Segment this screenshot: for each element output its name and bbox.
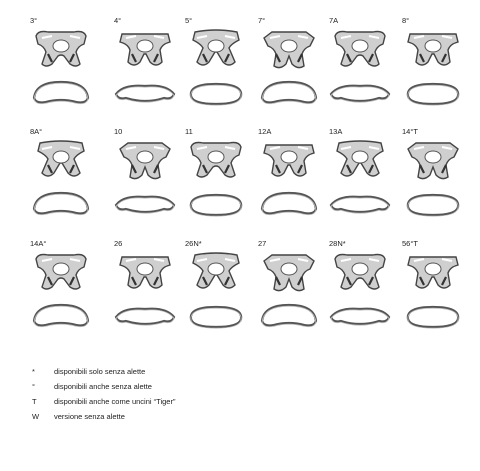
clamp-label: 27 xyxy=(258,239,267,248)
legend-symbol: ° xyxy=(32,382,35,391)
clamp-bow-ring xyxy=(262,82,316,103)
clamp-photo xyxy=(325,28,395,72)
clamp-top-view xyxy=(110,185,180,223)
clamp-opening xyxy=(281,40,297,52)
clamp-opening xyxy=(53,40,69,52)
clamp-label: 56°T xyxy=(402,239,418,248)
clamp-label: 11 xyxy=(185,127,193,136)
clamp-opening xyxy=(208,151,224,163)
clamp-top-view xyxy=(254,185,324,223)
clamp-item xyxy=(181,127,251,227)
legend xyxy=(32,364,332,424)
clamp-item xyxy=(181,239,251,339)
clamp-photo xyxy=(398,251,468,295)
clamp-bow-ring xyxy=(331,197,389,212)
clamp-item xyxy=(398,239,468,339)
clamp-top-view xyxy=(325,297,395,335)
clamp-photo xyxy=(26,139,96,183)
clamp-top-view xyxy=(398,297,468,335)
clamp-opening xyxy=(208,263,224,275)
clamp-label: 7° xyxy=(258,16,266,25)
clamp-item xyxy=(26,127,96,227)
clamp-opening xyxy=(53,263,69,275)
legend-text: versione senza alette xyxy=(54,412,125,421)
clamp-bow-ring xyxy=(116,197,174,212)
clamp-top-view xyxy=(26,74,96,112)
clamp-opening xyxy=(137,40,153,52)
clamp-item xyxy=(398,16,468,116)
clamp-item xyxy=(325,239,395,339)
clamp-opening xyxy=(137,151,153,163)
clamp-top-view xyxy=(398,185,468,223)
clamp-label: 28N* xyxy=(329,239,346,248)
legend-text: disponibili solo senza alette xyxy=(54,367,146,376)
clamp-photo xyxy=(181,139,251,183)
clamp-photo xyxy=(181,28,251,72)
legend-text: disponibili anche senza alette xyxy=(54,382,152,391)
clamp-top-view xyxy=(110,74,180,112)
clamp-label: 7A xyxy=(329,16,339,25)
clamp-top-view xyxy=(254,297,324,335)
clamp-photo xyxy=(26,251,96,295)
clamp-photo xyxy=(110,251,180,295)
clamp-label: 4° xyxy=(114,16,122,25)
clamp-bow-ring xyxy=(34,305,88,326)
clamp-top-view xyxy=(254,74,324,112)
clamp-photo xyxy=(110,28,180,72)
clamp-bow-ring xyxy=(262,193,316,214)
clamp-label: 8° xyxy=(402,16,410,25)
clamp-opening xyxy=(425,151,441,163)
clamp-label: 8A° xyxy=(30,127,43,136)
clamp-label: 26 xyxy=(114,239,123,248)
clamp-opening xyxy=(352,40,368,52)
clamp-item xyxy=(254,239,324,339)
legend-symbol: W xyxy=(32,412,40,421)
clamp-top-view xyxy=(181,74,251,112)
clamp-label: 5° xyxy=(185,16,193,25)
clamp-photo xyxy=(110,139,180,183)
clamp-photo xyxy=(181,251,251,295)
clamp-photo xyxy=(325,139,395,183)
clamp-photo xyxy=(254,251,324,295)
clamp-photo xyxy=(254,139,324,183)
clamp-top-view xyxy=(325,185,395,223)
clamp-top-view xyxy=(398,74,468,112)
clamp-top-view xyxy=(181,185,251,223)
clamp-item xyxy=(110,127,180,227)
clamp-opening xyxy=(208,40,224,52)
clamp-top-view xyxy=(325,74,395,112)
clamp-opening xyxy=(137,263,153,275)
clamp-item xyxy=(181,16,251,116)
clamp-label: 14A° xyxy=(30,239,47,248)
clamp-bow-ring xyxy=(331,309,389,324)
clamp-top-view xyxy=(181,297,251,335)
clamp-label: 10 xyxy=(114,127,123,136)
legend-row xyxy=(32,409,332,424)
clamp-opening xyxy=(425,40,441,52)
clamp-top-view xyxy=(26,297,96,335)
clamp-opening xyxy=(425,263,441,275)
clamp-label: 13A xyxy=(329,127,343,136)
clamp-label: 14°T xyxy=(402,127,418,136)
legend-text: disponibili anche come uncini “Tiger” xyxy=(54,397,176,406)
clamp-opening xyxy=(53,151,69,163)
clamp-top-view xyxy=(110,297,180,335)
clamp-item xyxy=(325,127,395,227)
clamp-photo xyxy=(325,251,395,295)
clamp-bow-ring xyxy=(34,82,88,103)
legend-symbol: * xyxy=(32,367,35,376)
clamp-label: 12A xyxy=(258,127,272,136)
clamp-item xyxy=(110,239,180,339)
clamp-item xyxy=(325,16,395,116)
clamp-photo xyxy=(254,28,324,72)
clamp-item xyxy=(254,16,324,116)
clamp-bow-ring xyxy=(331,86,389,101)
legend-row xyxy=(32,394,332,409)
clamp-item xyxy=(110,16,180,116)
clamp-opening xyxy=(352,151,368,163)
clamp-photo xyxy=(398,139,468,183)
clamp-opening xyxy=(352,263,368,275)
clamp-label: 26N* xyxy=(185,239,202,248)
clamp-item xyxy=(254,127,324,227)
clamp-bow-ring xyxy=(116,309,174,324)
clamp-bow-ring xyxy=(34,193,88,214)
legend-row xyxy=(32,379,332,394)
clamp-label: 3° xyxy=(30,16,38,25)
clamp-bow-ring xyxy=(116,86,174,101)
legend-row xyxy=(32,364,332,379)
clamp-item xyxy=(26,239,96,339)
clamp-item xyxy=(26,16,96,116)
legend-symbol: T xyxy=(32,397,37,406)
clamp-item xyxy=(398,127,468,227)
clamp-opening xyxy=(281,263,297,275)
clamp-top-view xyxy=(26,185,96,223)
clamp-bow-ring xyxy=(262,305,316,326)
clamp-opening xyxy=(281,151,297,163)
clamp-photo xyxy=(398,28,468,72)
clamp-photo xyxy=(26,28,96,72)
